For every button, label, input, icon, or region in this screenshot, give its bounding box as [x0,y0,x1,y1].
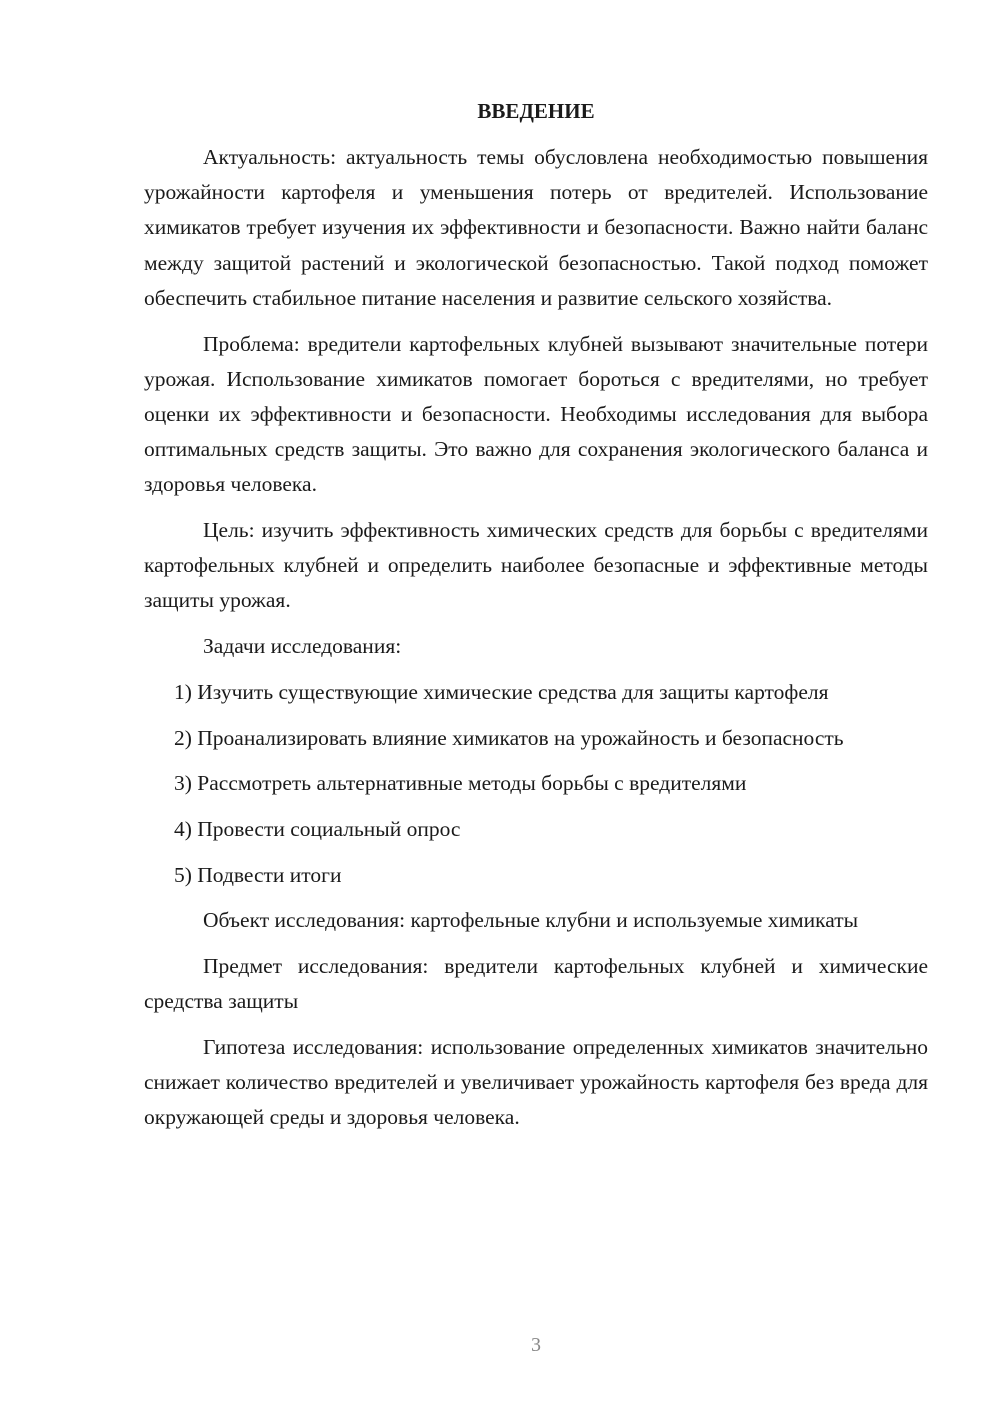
page-title: ВВЕДЕНИЕ [477,99,595,123]
paragraph-goal: Цель: изучить эффективность химических средств для борьбы с вредителями картофельных клубней и определить наиболее безопасные и эффективные методы защиты урожая. [144,518,928,613]
tasks-heading: Задачи исследования: [203,634,402,659]
task-item-3: 3) Рассмотреть альтернативные методы борьбы с вредителями [174,771,747,796]
paragraph-subject: Предмет исследования: вредители картофельных клубней и химические средства защиты [144,954,928,1014]
paragraph-object: Объект исследования: картофельные клубни и используемые химикаты [203,908,859,933]
task-item-1: 1) Изучить существующие химические средства для защиты картофеля [174,679,829,704]
paragraph-hypothesis: Гипотеза исследования: использование определенных химикатов значительно снижает количество вредителей и увеличивает урожайность картофеля без вреда для окружающей среды и здоровья человека. [144,1034,928,1130]
task-item-2: 2) Проанализировать влияние химикатов на урожайность и безопасность [174,725,844,750]
page-content [144,96,928,1146]
paragraph-relevance: Актуальность: актуальность темы обусловлена необходимостью повышения урожайности картофеля и уменьшения потерь от вредителей. Использование химикатов требует изучения их эффективности и безопасности. Важно найти баланс между защитой растений и экологической безопасностью. Такой подход поможет обеспечить стабильное питание населения и развитие сельского хозяйства. [144,145,928,310]
paragraph-problem: Проблема: вредители картофельных клубней вызывают значительные потери урожая. Использование химикатов помогает бороться с вредителями, но требует оценки их эффективности и безопасности. Необходимы исследования для выбора оптимальных средств защиты. Это важно для сохранения экологического баланса и здоровья человека. [144,331,928,497]
page-number: 3 [531,1334,541,1356]
task-item-4: 4) Провести социальный опрос [174,816,461,841]
task-item-5: 5) Подвести итоги [174,862,342,887]
